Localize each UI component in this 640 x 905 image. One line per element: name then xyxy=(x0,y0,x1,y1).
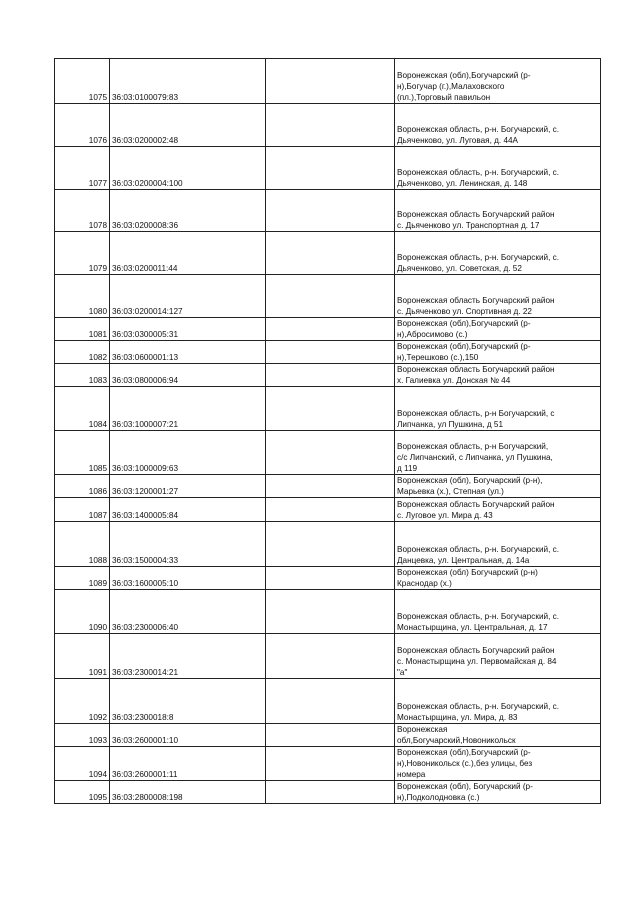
address-line: Краснодар (х.) xyxy=(397,579,452,588)
address-line: Марьевка (х.), Степная (ул.) xyxy=(397,487,504,496)
row-number: 1091 xyxy=(55,634,110,679)
empty-cell xyxy=(266,498,395,522)
table-row xyxy=(55,190,601,232)
address-cell xyxy=(395,104,601,147)
row-number: 1089 xyxy=(55,567,110,590)
cadastral-number: 36:03:0600001:13 xyxy=(110,341,266,364)
address-cell xyxy=(395,679,601,724)
address-cell xyxy=(395,232,601,275)
empty-cell xyxy=(266,679,395,724)
row-number: 1081 xyxy=(55,318,110,341)
table-row xyxy=(55,232,601,275)
table-row xyxy=(55,781,601,804)
row-number: 1079 xyxy=(55,232,110,275)
table-row xyxy=(55,634,601,679)
empty-cell xyxy=(266,747,395,781)
address-line: Монастырщина, ул. Центральная, д. 17 xyxy=(397,623,548,632)
cadastral-number: 36:03:0300005:31 xyxy=(110,318,266,341)
empty-cell xyxy=(266,59,395,104)
address-line: Монастырщина, ул. Мира, д. 83 xyxy=(397,713,518,722)
empty-cell xyxy=(266,275,395,318)
table-row xyxy=(55,364,601,387)
empty-cell xyxy=(266,318,395,341)
address-line: Воронежская область, р-н. Богучарский, с. xyxy=(397,612,560,621)
row-number: 1093 xyxy=(55,724,110,747)
cadastral-number: 36:03:0200011:44 xyxy=(110,232,266,275)
table-row xyxy=(55,522,601,567)
address-line: с. Луговое ул. Мира д. 43 xyxy=(397,511,493,520)
address-line: Воронежская область Богучарский район xyxy=(397,365,555,374)
table-row xyxy=(55,387,601,431)
cadastral-number: 36:03:1600005:10 xyxy=(110,567,266,590)
cadastral-number: 36:03:2300014:21 xyxy=(110,634,266,679)
address-line: н),Богучар (г.),Малаховского xyxy=(397,82,505,91)
cadastral-number: 36:03:1400005:84 xyxy=(110,498,266,522)
address-line: Воронежская область, р-н. Богучарский, с. xyxy=(397,702,560,711)
address-line: Воронежская (обл),Богучарский (р- xyxy=(397,342,531,351)
cadastral-number: 36:03:1200001:27 xyxy=(110,475,266,498)
address-cell xyxy=(395,59,601,104)
address-cell xyxy=(395,747,601,781)
address-cell xyxy=(395,190,601,232)
empty-cell xyxy=(266,431,395,475)
row-number: 1095 xyxy=(55,781,110,804)
table-row xyxy=(55,590,601,634)
row-number: 1092 xyxy=(55,679,110,724)
empty-cell xyxy=(266,634,395,679)
empty-cell xyxy=(266,104,395,147)
cadastral-number: 36:03:2600001:10 xyxy=(110,724,266,747)
table-row xyxy=(55,475,601,498)
address-line: Воронежская (обл),Богучарский (р- xyxy=(397,319,531,328)
row-number: 1078 xyxy=(55,190,110,232)
address-line: Дьяченково, ул. Ленинская, д. 148 xyxy=(397,179,528,188)
address-cell xyxy=(395,475,601,498)
address-line: Воронежская область, р-н. Богучарский, с. xyxy=(397,253,560,262)
address-line: Воронежская xyxy=(397,725,448,734)
address-line: Воронежская (обл), Богучарский (р-н), xyxy=(397,476,543,485)
empty-cell xyxy=(266,364,395,387)
row-number: 1087 xyxy=(55,498,110,522)
table-row xyxy=(55,341,601,364)
address-line: (пл.),Торговый павильон xyxy=(397,93,491,102)
address-line: Воронежская область, р-н. Богучарский, с. xyxy=(397,125,560,134)
empty-cell xyxy=(266,522,395,567)
address-line: "а" xyxy=(397,668,408,677)
cadastral-number: 36:03:2600001:11 xyxy=(110,747,266,781)
cadastral-number: 36:03:0200004:100 xyxy=(110,147,266,190)
address-line: с. Дьяченково ул. Транспортная д. 17 xyxy=(397,221,540,230)
cadastral-number: 36:03:0200002:48 xyxy=(110,104,266,147)
address-cell xyxy=(395,498,601,522)
table-row xyxy=(55,498,601,522)
row-number: 1075 xyxy=(55,59,110,104)
address-cell xyxy=(395,724,601,747)
address-line: Воронежская область Богучарский район xyxy=(397,210,555,219)
address-cell xyxy=(395,275,601,318)
cadastral-number: 36:03:1000007:21 xyxy=(110,387,266,431)
address-line: д 119 xyxy=(397,464,418,473)
row-number: 1083 xyxy=(55,364,110,387)
table-row xyxy=(55,724,601,747)
address-line: обл,Богучарский,Новоникольск xyxy=(397,736,516,745)
empty-cell xyxy=(266,781,395,804)
empty-cell xyxy=(266,232,395,275)
address-cell xyxy=(395,781,601,804)
address-line: н),Подколодновка (с.) xyxy=(397,793,480,802)
table-row xyxy=(55,679,601,724)
cadastral-number: 36:03:2300006:40 xyxy=(110,590,266,634)
address-line: Воронежская (обл), Богучарский (р- xyxy=(397,782,533,791)
address-line: н),Новоникольск (с.),без улицы, без xyxy=(397,759,533,768)
address-cell xyxy=(395,590,601,634)
cadastral-number: 36:03:0100079:83 xyxy=(110,59,266,104)
address-line: Воронежская область Богучарский район xyxy=(397,646,555,655)
row-number: 1084 xyxy=(55,387,110,431)
address-line: Воронежская область Богучарский район xyxy=(397,296,555,305)
table-row xyxy=(55,747,601,781)
address-line: Воронежская (обл) Богучарский (р-н) xyxy=(397,568,538,577)
address-cell xyxy=(395,431,601,475)
address-line: н),Абросимово (с.) xyxy=(397,330,468,339)
empty-cell xyxy=(266,341,395,364)
cadastral-number: 36:03:2800008:198 xyxy=(110,781,266,804)
row-number: 1077 xyxy=(55,147,110,190)
address-line: Воронежская область, р-н Богучарский, с xyxy=(397,409,555,418)
address-line: Воронежская область Богучарский район xyxy=(397,500,555,509)
address-line: н),Терешково (с.),150 xyxy=(397,353,479,362)
address-line: Дьяченково, ул. Луговая, д. 44А xyxy=(397,136,519,145)
cadastral-number: 36:03:0200014:127 xyxy=(110,275,266,318)
row-number: 1076 xyxy=(55,104,110,147)
address-cell xyxy=(395,634,601,679)
address-cell xyxy=(395,147,601,190)
table-row xyxy=(55,147,601,190)
address-cell xyxy=(395,364,601,387)
table-row xyxy=(55,59,601,104)
empty-cell xyxy=(266,724,395,747)
registry-body xyxy=(55,59,601,804)
table-row xyxy=(55,104,601,147)
address-line: с. Монастырщина ул. Первомайская д. 84 xyxy=(397,657,557,666)
row-number: 1085 xyxy=(55,431,110,475)
address-line: с. Дьяченково ул. Спортивная д. 22 xyxy=(397,307,532,316)
row-number: 1088 xyxy=(55,522,110,567)
cadastral-number: 36:03:2300018:8 xyxy=(110,679,266,724)
empty-cell xyxy=(266,590,395,634)
row-number: 1082 xyxy=(55,341,110,364)
cadastral-number: 36:03:0800006:94 xyxy=(110,364,266,387)
address-line: Воронежская область, р-н Богучарский, xyxy=(397,442,549,451)
table-row xyxy=(55,275,601,318)
property-registry-table xyxy=(54,58,601,804)
empty-cell xyxy=(266,567,395,590)
table-row xyxy=(55,431,601,475)
empty-cell xyxy=(266,190,395,232)
address-cell xyxy=(395,567,601,590)
cadastral-number: 36:03:0200008:36 xyxy=(110,190,266,232)
row-number: 1086 xyxy=(55,475,110,498)
row-number: 1090 xyxy=(55,590,110,634)
address-line: Воронежская область, р-н. Богучарский, с. xyxy=(397,545,560,554)
row-number: 1094 xyxy=(55,747,110,781)
empty-cell xyxy=(266,387,395,431)
cadastral-number: 36:03:1000009:63 xyxy=(110,431,266,475)
address-line: Воронежская (обл),Богучарский (р- xyxy=(397,71,531,80)
address-line: Воронежская область, р-н. Богучарский, с. xyxy=(397,168,560,177)
table-row xyxy=(55,567,601,590)
address-cell xyxy=(395,341,601,364)
address-line: Данцевка, ул. Центральная, д. 14а xyxy=(397,556,530,565)
address-line: Дьяченково, ул. Советская, д. 52 xyxy=(397,264,522,273)
address-cell xyxy=(395,387,601,431)
address-cell xyxy=(395,318,601,341)
table-row xyxy=(55,318,601,341)
address-line: с/с Липчанский, с Липчанка, ул Пушкина, xyxy=(397,453,553,462)
address-line: номера xyxy=(397,770,426,779)
address-line: Липчанка, ул Пушкина, д 51 xyxy=(397,420,504,429)
cadastral-number: 36:03:1500004:33 xyxy=(110,522,266,567)
empty-cell xyxy=(266,475,395,498)
row-number: 1080 xyxy=(55,275,110,318)
address-cell xyxy=(395,522,601,567)
address-line: х. Галиевка ул. Донская № 44 xyxy=(397,376,511,385)
address-line: Воронежская (обл),Богучарский (р- xyxy=(397,748,531,757)
empty-cell xyxy=(266,147,395,190)
